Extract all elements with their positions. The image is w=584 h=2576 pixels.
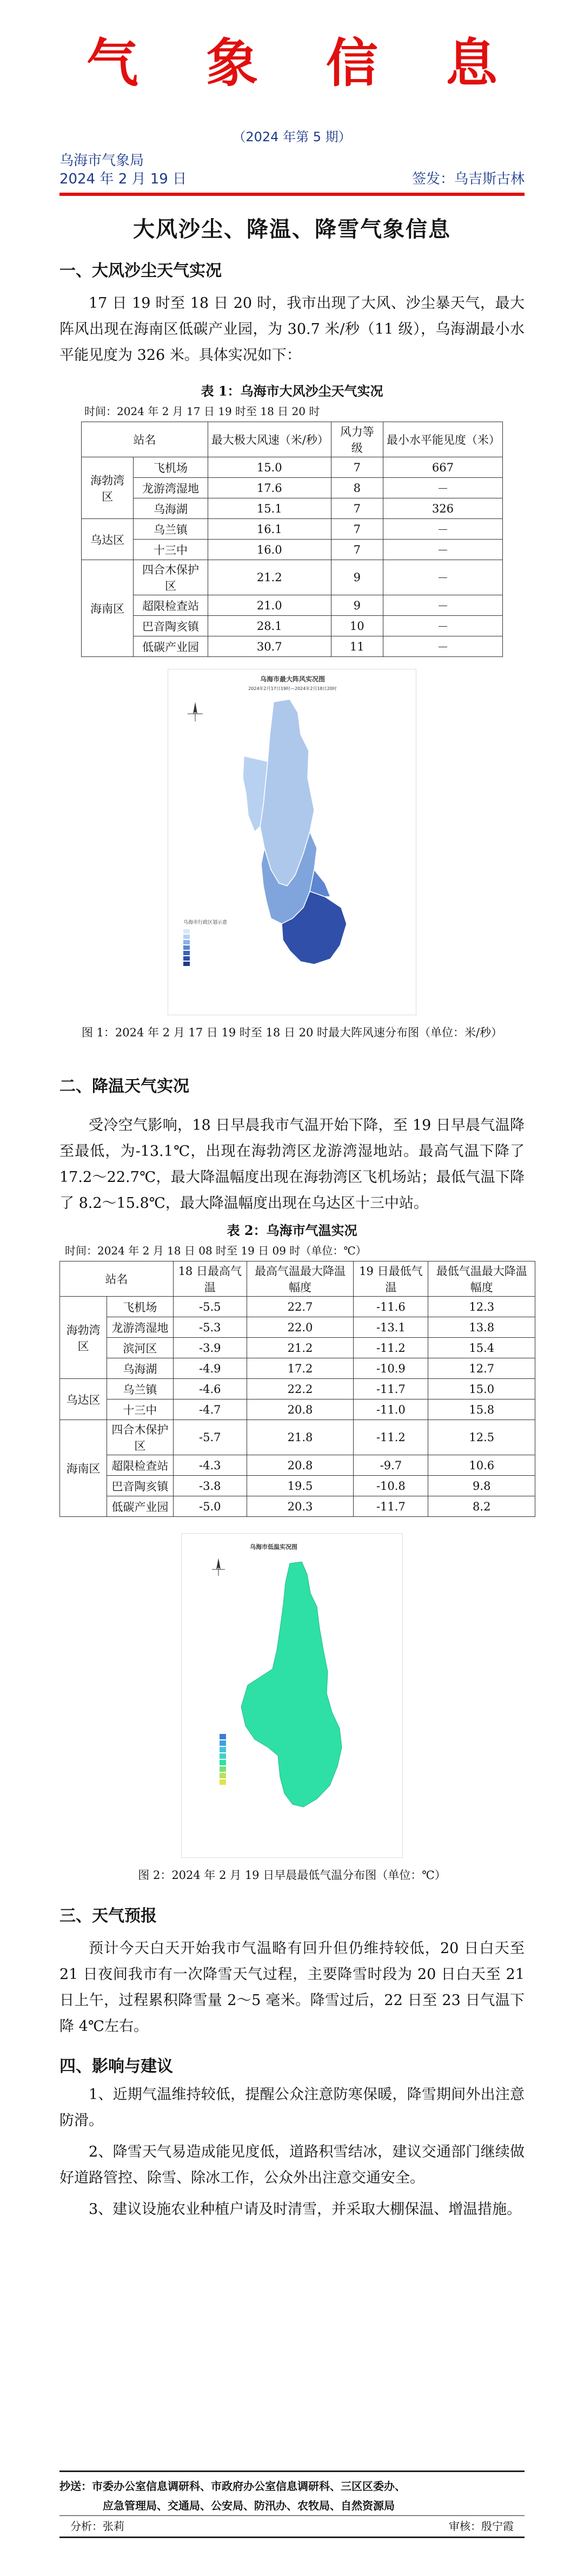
wind-map-regions [243,699,347,964]
table-cell: -10.9 [354,1358,428,1379]
table-cell: 低碳产业园 [107,1496,174,1517]
table-cell: 10.6 [428,1455,535,1476]
temperature-map-figure [181,1533,403,1858]
signature-row [59,2515,525,2538]
temperature-map-legend [220,1734,226,1785]
masthead-title: 气 象 信 息 [86,32,523,94]
table-cell: 飞机场 [134,457,208,478]
section2-heading: 二、降温天气实况 [59,1077,189,1096]
table-cell: － [383,595,502,616]
table-cell: 超限检查站 [134,595,208,616]
table-cell: 9.8 [428,1476,535,1496]
table-cell: 巴音陶亥镇 [107,1476,174,1496]
table-row [60,1379,535,1399]
table-cell: 21.2 [208,560,331,595]
table-cell: 8 [331,478,383,498]
table-cell: 17.2 [247,1358,353,1379]
advice-item-1: 1、近期气温维持较低，提醒公众注意防寒保暖，降雪期间外出注意防滑。 [59,2086,525,2129]
table-cell: 326 [383,498,502,519]
table-cell: 低碳产业园 [134,636,208,657]
temperature-map-region [241,1562,342,1807]
table-cell: 11 [331,636,383,657]
district-cell: 乌达区 [60,1379,107,1420]
district-cell: 海勃湾区 [82,457,134,519]
table-cell: 667 [383,457,502,478]
table-cell: 19.5 [247,1476,353,1496]
masthead [59,0,525,100]
table-row [82,636,503,657]
table-cell: -5.7 [173,1420,247,1455]
district-cell: 海勃湾区 [60,1297,107,1379]
advice-item-3: 3、建议设施农业种植户请及时清雪，并采取大棚保温、增温措施。 [89,2201,522,2218]
table-cell: -3.9 [173,1338,247,1358]
table-cell: -13.1 [354,1317,428,1338]
table-header-row [82,422,503,457]
table-cell: -11.2 [354,1338,428,1358]
wind-map-figure [168,669,416,1015]
table-cell: 9 [331,560,383,595]
table-cell: -10.8 [354,1476,428,1496]
table-cell: -9.7 [354,1455,428,1476]
table-row [60,1297,535,1317]
table-cell: － [383,540,502,560]
cc-list [59,2470,525,2515]
table-row [60,1420,535,1455]
temperature-table [59,1261,535,1517]
table-cell: 20.3 [247,1496,353,1517]
table-cell: -11.0 [354,1399,428,1420]
header-min-visibility: 最小水平能见度（米） [383,422,502,457]
header-wind-force: 风力等级 [331,422,383,457]
table-cell: 13.8 [428,1317,535,1338]
reviewer: 审核：殷宁霞 [449,2520,514,2533]
table-cell: 12.5 [428,1420,535,1455]
header-max-drop: 最高气温最大降温幅度 [247,1261,353,1297]
district-cell: 海南区 [60,1420,107,1517]
table1-time: 时间：2024 年 2 月 17 日 19 时至 18 日 20 时 [84,405,320,418]
table-cell: 7 [331,498,383,519]
wind-map-legend [183,919,227,966]
table-row [82,540,503,560]
section2-paragraph: 受冷空气影响，18 日早晨我市气温开始下降，至 19 日早晨气温降至最低，为-13.1℃，出现在海勃湾区龙游湾湿地站。最高气温下降了 17.2～22.7℃，最大降温幅度出现在海勃湾区飞机场站；最低气温下降了 8.2～15.8℃，最大降温幅度出现在乌达区十三中站。 [59,1117,525,1212]
table-cell: 22.0 [247,1317,353,1338]
table-cell: -4.9 [173,1358,247,1379]
table-cell: 15.8 [428,1399,535,1420]
table-row [60,1358,535,1379]
table-cell: -3.8 [173,1476,247,1496]
table-cell: 10 [331,616,383,636]
table-cell: 7 [331,540,383,560]
table-cell: 15.4 [428,1338,535,1358]
table-cell: 滨河区 [107,1338,174,1358]
figure1-caption: 图 1：2024 年 2 月 17 日 19 时至 18 日 20 时最大阵风速分布图（单位：米/秒） [81,1026,503,1039]
table-cell: -4.7 [173,1399,247,1420]
table-cell: 16.1 [208,519,331,540]
table-cell: 22.7 [247,1297,353,1317]
table-cell: 8.2 [428,1496,535,1517]
table-cell: -5.3 [173,1317,247,1338]
district-cell: 海南区 [82,560,134,657]
table-cell: 21.0 [208,595,331,616]
header-max-gust: 最大极大风速（米/秒） [208,422,331,457]
table-row [82,616,503,636]
table-cell: 21.8 [247,1420,353,1455]
table-cell: -4.3 [173,1455,247,1476]
table-cell: － [383,560,502,595]
table-cell: 12.3 [428,1297,535,1317]
issue-number: （2024 年第 5 期） [233,129,351,144]
signer: 签发：乌吉斯古林 [412,171,525,187]
table-cell: － [383,519,502,540]
section3-paragraph: 预计今天白天开始我市气温略有回升但仍维持较低，20 日白天至 21 日夜间我市有一次降雪天气过程，主要降雪时段为 20 日白天至 21 日上午，过程累积降雪量 2～5 毫米。降雪过后，22 日至 23 日气温下降 4℃左右。 [59,1940,525,2035]
table-row [82,595,503,616]
table-cell: 30.7 [208,636,331,657]
section1-heading: 一、大风沙尘天气实况 [59,261,222,280]
table-cell: 乌海湖 [107,1358,174,1379]
figure2-caption: 图 2：2024 年 2 月 19 日早晨最低气温分布图（单位：℃） [138,1869,446,1882]
table-row [60,1496,535,1517]
table-row [82,560,503,595]
compass-icon [188,702,203,721]
table-cell: 17.6 [208,478,331,498]
section3-heading: 三、天气预报 [59,1907,157,1926]
wind-map-title: 乌海市最大阵风实况图 [260,675,326,683]
table2-caption: 表 2：乌海市气温实况 [227,1223,357,1238]
table-cell: 15.0 [208,457,331,478]
table-cell: 超限检查站 [107,1455,174,1476]
wind-table [81,422,503,657]
header-min-drop: 最低气温最大降温幅度 [428,1261,535,1297]
table-cell: -11.7 [354,1496,428,1517]
footer [59,2470,525,2538]
writer: 分析：张莉 [70,2520,124,2533]
table2-time: 时间：2024 年 2 月 18 日 08 时至 19 日 09 时（单位：℃） [65,1244,367,1257]
table-cell: 十三中 [134,540,208,560]
table-cell: -11.6 [354,1297,428,1317]
table-cell: 乌海湖 [134,498,208,519]
table-cell: 16.0 [208,540,331,560]
table-cell: 四合木保护区 [134,560,208,595]
table-cell: 15.0 [428,1379,535,1399]
section4-heading: 四、影响与建议 [59,2057,173,2076]
table-row [60,1455,535,1476]
compass-icon [212,1558,225,1576]
table-cell: 十三中 [107,1399,174,1420]
table-cell: 21.2 [247,1338,353,1358]
table-cell: 15.1 [208,498,331,519]
table-row [60,1338,535,1358]
header-station: 站名 [82,422,208,457]
section1-paragraph: 17 日 19 时至 18 日 20 时，我市出现了大风、沙尘暴天气，最大阵风出现在海南区低碳产业园，为 30.7 米/秒（11 级），乌海湖最小水平能见度为 326 米。具体实况如下： [59,295,525,364]
table1-caption: 表 1：乌海市大风沙尘天气实况 [201,383,383,399]
table-cell: 12.7 [428,1358,535,1379]
table-row [82,519,503,540]
table-cell: 28.1 [208,616,331,636]
table-cell: -11.7 [354,1379,428,1399]
table-cell: 龙游湾湿地 [107,1317,174,1338]
table-cell: － [383,616,502,636]
temperature-map [182,1534,403,1858]
header-station: 站名 [60,1261,174,1297]
issue-date: 2024 年 2 月 19 日 [59,171,187,187]
table-cell: -4.6 [173,1379,247,1399]
table-cell: 龙游湾湿地 [134,478,208,498]
table-cell: 7 [331,457,383,478]
table-cell: 飞机场 [107,1297,174,1317]
table-row [60,1317,535,1338]
table-row [82,498,503,519]
table-header-row [60,1261,535,1297]
table-cell: 20.8 [247,1455,353,1476]
header-max-temp: 18 日最高气温 [173,1261,247,1297]
table-row [60,1476,535,1496]
cc-line-1: 抄送：市委办公室信息调研科、市政府办公室信息调研科、三区区委办、 [59,2480,406,2493]
table-row [60,1399,535,1420]
agency: 乌海市气象局 [59,153,144,169]
wind-map-subtitle: 2024年2月17日19时—2024年2月18日20时 [248,686,337,691]
table-row [82,457,503,478]
table-cell: 巴音陶亥镇 [134,616,208,636]
temperature-map-title: 乌海市低温实况图 [250,1543,297,1550]
cc-line-2: 应急管理局、交通局、公安局、防汛办、农牧局、自然资源局 [103,2499,395,2512]
table-row [82,478,503,498]
wind-map [168,669,417,1016]
wind-map-legend-title: 乌海市行政区划示意 [183,920,228,925]
table-cell: 9 [331,595,383,616]
district-cell: 乌达区 [82,519,134,560]
table-cell: -5.5 [173,1297,247,1317]
table-cell: － [383,478,502,498]
table-cell: 20.8 [247,1399,353,1420]
table-cell: 22.2 [247,1379,353,1399]
table-cell: 四合木保护区 [107,1420,174,1455]
table-cell: 7 [331,519,383,540]
table-cell: -11.2 [354,1420,428,1455]
advice-item-2: 2、降雪天气易造成能见度低，道路积雪结冰，建议交通部门继续做好道路管控、除雪、除冰工作，公众外出注意交通安全。 [59,2144,525,2186]
document-title: 大风沙尘、降温、降雪气象信息 [133,217,451,242]
meta-row [59,152,525,188]
table-cell: 乌兰镇 [107,1379,174,1399]
table-cell: － [383,636,502,657]
red-divider [59,193,525,196]
table-cell: -5.0 [173,1496,247,1517]
table-cell: 乌兰镇 [134,519,208,540]
header-min-temp: 19 日最低气温 [354,1261,428,1297]
